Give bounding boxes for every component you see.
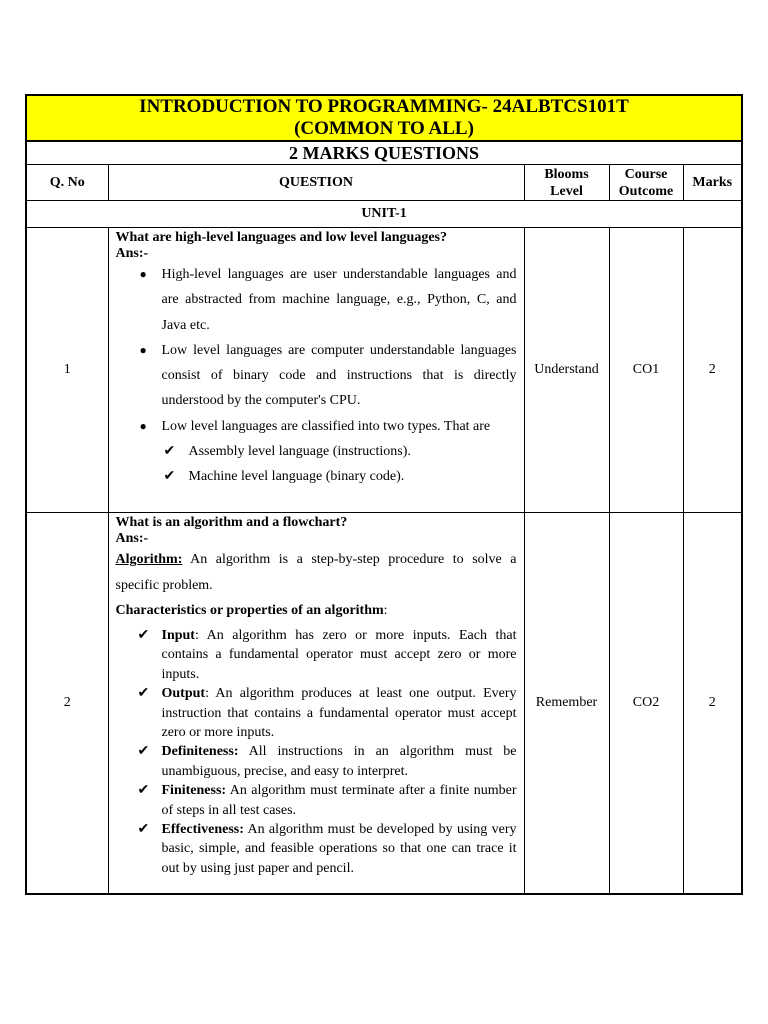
check-icon: ✔ [137, 686, 150, 702]
q1-type-list [116, 439, 517, 489]
check-icon: ✔ [163, 444, 176, 460]
course-title [26, 95, 742, 141]
check-icon: ✔ [137, 822, 150, 838]
unit-heading: UNIT-1 [26, 201, 742, 228]
q2-property-list [116, 626, 517, 878]
question-table [25, 94, 743, 895]
list-item: ✔ Assembly level language (instructions). [116, 439, 517, 464]
q1-question: What are high-level languages and low level languages? [115, 230, 447, 245]
col-header-blooms [524, 165, 609, 201]
check-icon: ✔ [137, 744, 150, 760]
bullet-icon: ● [139, 418, 147, 433]
q2-characteristics-heading: Characteristics or properties of an algorithm: [115, 603, 388, 618]
section-title: 2 MARKS QUESTIONS [26, 141, 742, 165]
col-header-marks: Marks [683, 165, 742, 201]
course-title-line1: INTRODUCTION TO PROGRAMMING- 24ALBTCS101T [139, 96, 629, 117]
q1-ans-label: Ans:- [115, 246, 149, 261]
q2-content [108, 513, 524, 894]
col-header-blooms-line1: Blooms [544, 166, 589, 182]
check-icon: ✔ [137, 783, 150, 799]
list-item: ✔ Effectiveness: An algorithm must be developed by using very basic, simple, and feasible operations so that one can trace it out by using just paper and pencil. [137, 822, 517, 876]
list-item: ✔ Input: An algorithm has zero or more inputs. Each that contains a fundamental operator must accept zero or more inputs. [137, 628, 517, 682]
q2-number: 2 [26, 513, 108, 894]
list-item: ✔ Output: An algorithm produces at least one output. Every instruction that contains a fundamental operator must accept zero or more inputs. [137, 686, 517, 741]
col-header-course-line2: Outcome [618, 183, 674, 199]
q1-number: 1 [26, 228, 108, 513]
col-header-qno: Q. No [26, 165, 108, 201]
q1-blooms: Understand [524, 228, 609, 513]
table-row [26, 513, 742, 894]
table-row [26, 228, 742, 513]
list-item: ● High-level languages are user understandable languages and are abstracted from machine language, e.g., Python, C, and Java etc. [116, 262, 517, 338]
q2-marks: 2 [683, 513, 742, 894]
q2-algorithm-definition: Algorithm: An algorithm is a step-by-step procedure to solve a specific problem. [115, 552, 517, 593]
check-icon: ✔ [137, 628, 150, 643]
col-header-question: QUESTION [108, 165, 524, 201]
col-header-course-line1: Course [624, 166, 668, 182]
bullet-icon: ● [139, 342, 147, 357]
check-icon: ✔ [163, 469, 176, 485]
course-title-line2: (COMMON TO ALL) [294, 118, 474, 139]
list-item: ● Low level languages are computer understandable languages consist of binary code and instructions that is directly understood by the computer's CPU. [116, 338, 517, 414]
list-item: ✔ Definiteness: All instructions in an algorithm must be unambiguous, precise, and easy to interpret. [137, 744, 517, 779]
q2-ans-label: Ans:- [115, 531, 149, 546]
q1-marks: 2 [683, 228, 742, 513]
q1-content [108, 228, 524, 513]
q1-course-outcome: CO1 [609, 228, 683, 513]
col-header-course [609, 165, 683, 201]
list-item: ✔ Finiteness: An algorithm must terminate after a finite number of steps in all test cases. [137, 783, 517, 818]
q1-bullet-list [116, 262, 517, 439]
q2-blooms: Remember [524, 513, 609, 894]
bullet-icon: ● [139, 267, 147, 281]
col-header-blooms-line2: Level [550, 183, 583, 199]
algorithm-label: Algorithm: [115, 552, 183, 567]
q2-course-outcome: CO2 [609, 513, 683, 894]
q2-question: What is an algorithm and a flowchart? [115, 515, 348, 530]
list-item: ● Low level languages are classified into two types. That are [116, 414, 517, 439]
list-item: ✔ Machine level language (binary code). [116, 464, 517, 489]
